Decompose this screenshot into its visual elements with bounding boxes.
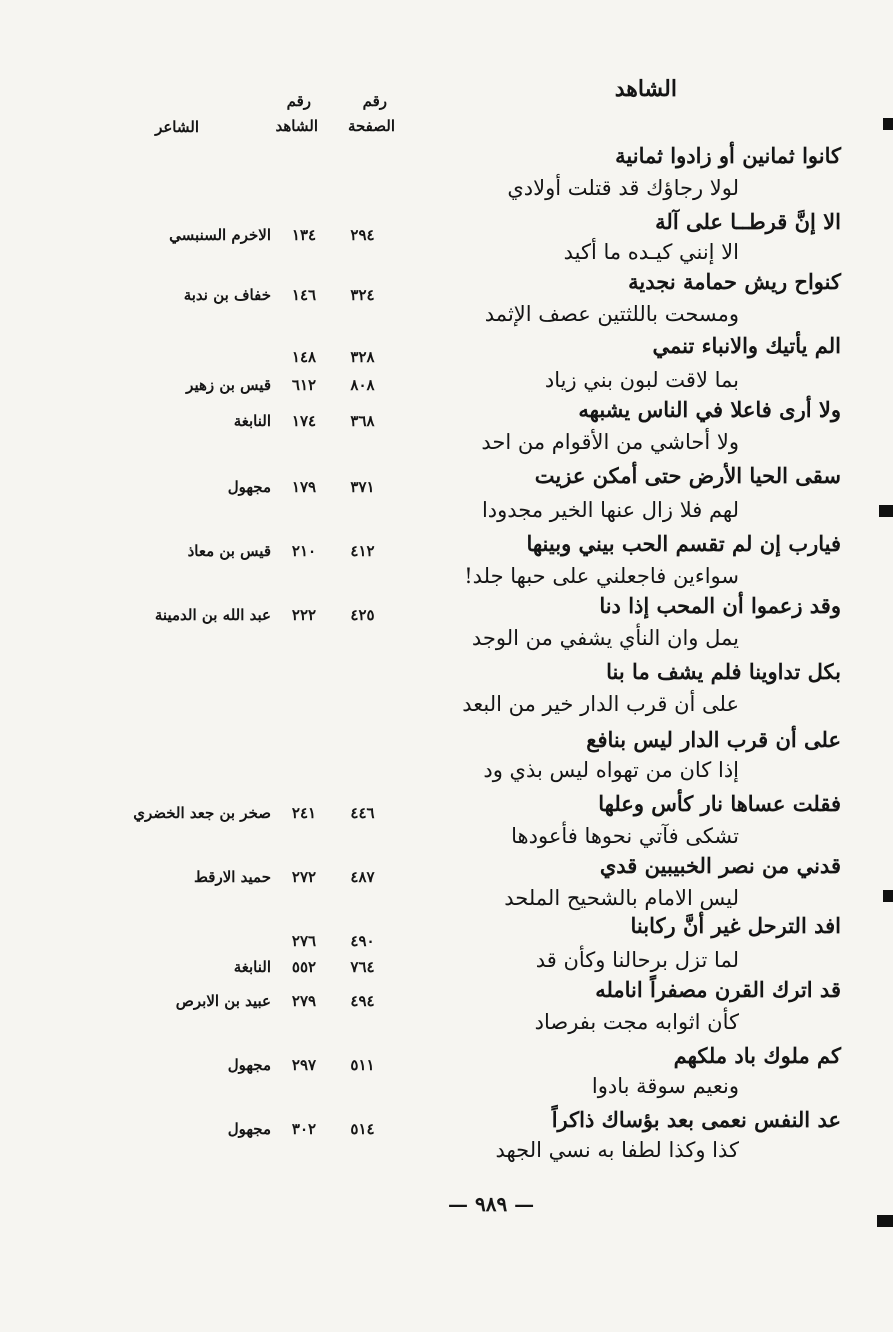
verse-first-hemistich: كنواح ريش حمامة نجدية xyxy=(628,269,841,294)
verse-first-hemistich: قد اترك القرن مصفراً انامله xyxy=(595,977,841,1002)
verse-second-hemistich: لما تزل برحالنا وكأن قد xyxy=(535,948,739,972)
shahid-number: ٦١٢ xyxy=(291,376,317,394)
column-header-shahid-number-line2: الشاهد xyxy=(275,117,318,135)
column-header-shahid-number-line1: رقم xyxy=(286,92,311,110)
page-number: ٣٢٤ xyxy=(350,286,375,304)
verse-first-hemistich: على أن قرب الدار ليس بنافع xyxy=(586,727,841,752)
poet-name: قيس بن معاذ xyxy=(187,542,271,560)
shahid-number: ٢١٠ xyxy=(291,542,317,560)
shahid-number: ٣٠٢ xyxy=(291,1120,317,1138)
shahid-number: ١٤٦ xyxy=(291,286,317,304)
poet-name: عبيد بن الابرص xyxy=(175,992,271,1010)
verse-second-hemistich: على أن قرب الدار خير من البعد xyxy=(462,692,739,716)
poet-name: قيس بن زهير xyxy=(186,376,271,394)
shahid-number: ٥٥٢ xyxy=(291,958,317,976)
verse-second-hemistich: ليس الامام بالشحيح الملحد xyxy=(504,886,739,910)
binding-mark xyxy=(877,1215,893,1227)
page-number: ٤٤٦ xyxy=(350,804,375,822)
page-number: ٤٩٤ xyxy=(350,992,375,1010)
poet-name: مجهول xyxy=(227,1120,271,1138)
shahid-number: ١٧٩ xyxy=(291,478,317,496)
verse-second-hemistich: لهم فلا زال عنها الخير مجدودا xyxy=(481,498,739,522)
poet-name: صخر بن جعد الخضري xyxy=(133,804,271,822)
verse-second-hemistich: كذا وكذا لطفا به نسي الجهد xyxy=(495,1138,739,1162)
shahid-number: ٢٧٦ xyxy=(291,932,317,950)
poet-name: الاخرم السنبسي xyxy=(169,226,271,244)
verse-second-hemistich: ولا أحاشي من الأقوام من احد xyxy=(481,430,739,454)
binding-mark xyxy=(879,505,893,517)
page-number: ٥١١ xyxy=(350,1056,375,1074)
poet-name: النابغة xyxy=(233,412,271,430)
poet-name: خفاف بن ندبة xyxy=(183,286,271,304)
verse-first-hemistich: الم يأتيك والانباء تنمي xyxy=(652,333,841,358)
page-number: ٥١٤ xyxy=(350,1120,375,1138)
verse-first-hemistich: سقى الحيا الأرض حتى أمكن عزيت xyxy=(534,463,841,488)
verse-first-hemistich: قدني من نصر الخبيبين قدي xyxy=(599,853,841,878)
verse-second-hemistich: سواءين فاجعلني على حبها جلد! xyxy=(464,564,739,588)
verse-first-hemistich: بكل تداوينا فلم يشف ما بنا xyxy=(606,659,841,684)
page-number: ٣٧١ xyxy=(350,478,375,496)
shahid-number: ١٧٤ xyxy=(291,412,317,430)
verse-second-hemistich: إذا كان من تهواه ليس بذي ود xyxy=(483,758,739,782)
page-number: ٤٢٥ xyxy=(350,606,375,624)
shahid-number: ٢٤١ xyxy=(291,804,317,822)
verse-second-hemistich: تشكى فآتي نحوها فأعودها xyxy=(511,824,739,848)
verse-first-hemistich: فيارب إن لم تقسم الحب بيني وبينها xyxy=(526,531,841,556)
poet-name: مجهول xyxy=(227,1056,271,1074)
column-header-shahid-title: الشاهد xyxy=(614,76,677,102)
column-header-page-number-line2: الصفحة xyxy=(347,117,395,135)
verse-first-hemistich: عد النفس نعمى بعد بؤساك ذاكراً xyxy=(551,1107,841,1132)
page-number: ٤٨٧ xyxy=(350,868,375,886)
verse-first-hemistich: كم ملوك باد ملكهم xyxy=(673,1043,841,1068)
poet-name: النابغة xyxy=(233,958,271,976)
binding-mark xyxy=(883,118,893,130)
verse-first-hemistich: الا إنَّ قرطــا على آلة xyxy=(655,209,841,234)
verse-second-hemistich: كأن اثوابه مجت بفرصاد xyxy=(534,1010,739,1034)
verse-second-hemistich: الا إنني كيـده ما أكيد xyxy=(563,240,739,264)
column-header-poet: الشاعر xyxy=(155,118,199,136)
verse-first-hemistich: فقلت عساها نار كأس وعلها xyxy=(598,791,841,816)
verse-first-hemistich: افد الترحل غير أنَّ ركابنا xyxy=(630,913,841,938)
shahid-number: ١٣٤ xyxy=(291,226,317,244)
page-number: ٢٩٤ xyxy=(350,226,375,244)
verse-first-hemistich: كانوا ثمانين أو زادوا ثمانية xyxy=(615,143,841,168)
poet-name: مجهول xyxy=(227,478,271,496)
column-header-page-number-line1: رقم xyxy=(362,92,387,110)
page-number: ٤٩٠ xyxy=(350,932,375,950)
page-number: ٧٦٤ xyxy=(350,958,375,976)
page-number-footer: — ٩٨٩ — xyxy=(448,1192,535,1216)
shahid-number: ٢٢٢ xyxy=(291,606,317,624)
page-number: ٣٢٨ xyxy=(350,348,375,366)
shahid-number: ٢٧٢ xyxy=(291,868,317,886)
verse-first-hemistich: وقد زعموا أن المحب إذا دنا xyxy=(599,593,841,618)
page-number: ٣٦٨ xyxy=(350,412,375,430)
verse-second-hemistich: بما لاقت لبون بني زياد xyxy=(544,368,739,392)
verse-second-hemistich: ومسحت باللثتين عصف الإثمد xyxy=(484,302,739,326)
shahid-number: ٢٩٧ xyxy=(291,1056,317,1074)
page-number: ٤١٢ xyxy=(350,542,375,560)
poet-name: حميد الارقط xyxy=(194,868,271,886)
verse-first-hemistich: ولا أرى فاعلا في الناس يشبهه xyxy=(578,397,841,422)
verse-second-hemistich: لولا رجاؤك قد قتلت أولادي xyxy=(507,176,739,200)
verse-second-hemistich: يمل وان النأي يشفي من الوجد xyxy=(471,626,739,650)
poet-name: عبد الله بن الدمينة xyxy=(154,606,271,624)
verse-second-hemistich: ونعيم سوقة بادوا xyxy=(591,1074,739,1098)
page-number: ٨٠٨ xyxy=(350,376,375,394)
shahid-number: ٢٧٩ xyxy=(291,992,317,1010)
shahid-number: ١٤٨ xyxy=(291,348,317,366)
binding-mark xyxy=(883,890,893,902)
